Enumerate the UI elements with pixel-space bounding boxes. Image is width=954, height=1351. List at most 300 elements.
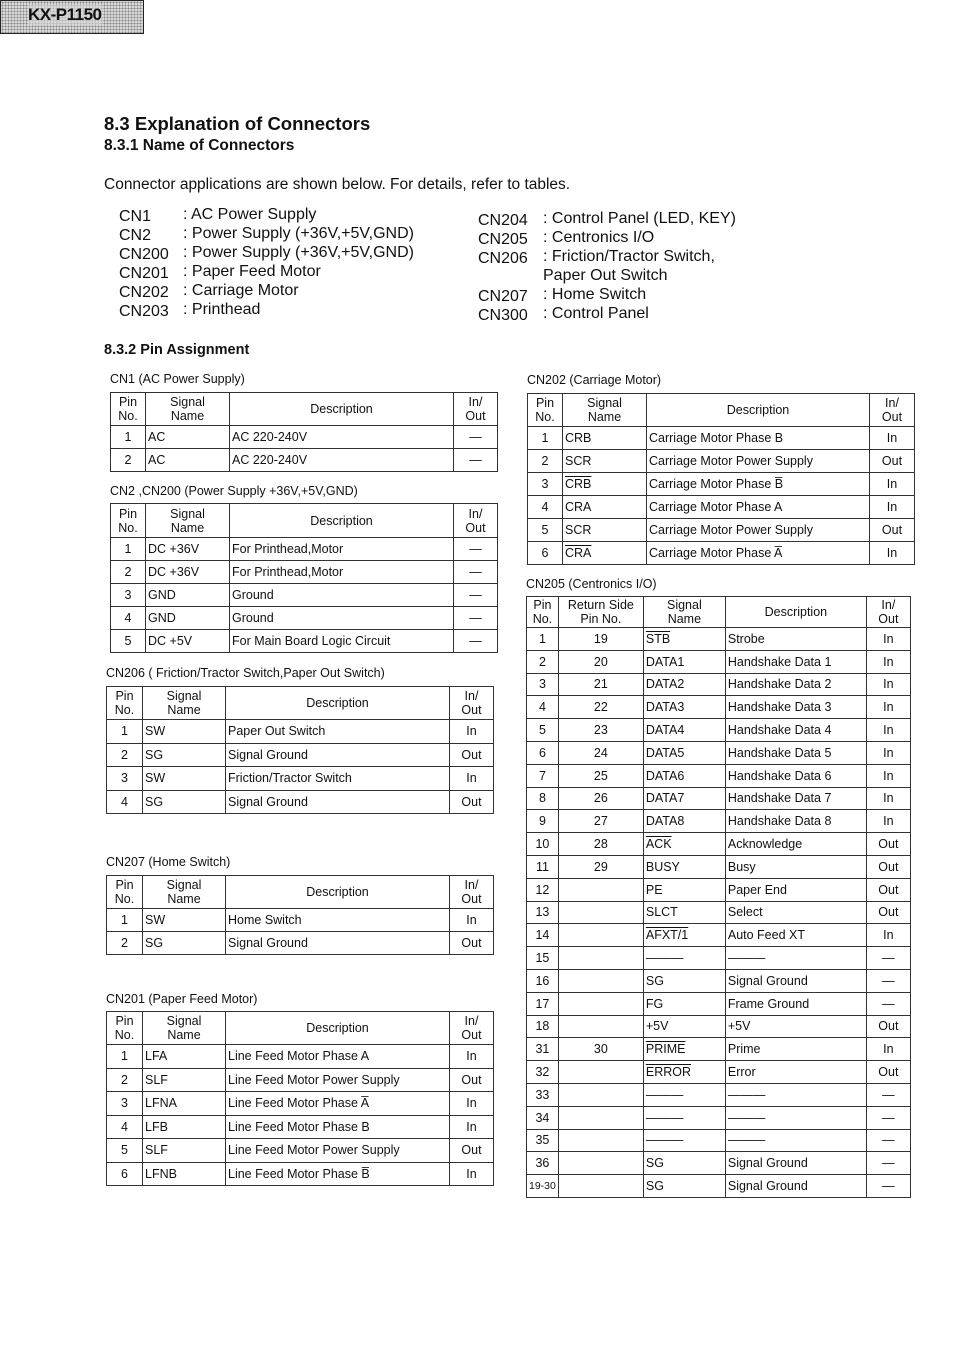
table-row	[527, 992, 911, 1015]
cell-text: 1	[121, 1049, 128, 1064]
return-pin	[558, 878, 643, 901]
cell-text: Signal Ground	[727, 1156, 808, 1171]
cell-text: 31	[535, 1042, 550, 1057]
return-pin	[558, 719, 643, 742]
signal-name	[643, 764, 725, 787]
in-out	[450, 720, 494, 744]
signal-name	[643, 673, 725, 696]
cell-text: Friction/Tractor Switch	[228, 771, 352, 786]
cell-text: Auto Feed XT	[727, 928, 805, 943]
cell-text: 6	[541, 546, 549, 560]
signal-name	[643, 810, 725, 833]
table-header-row	[111, 393, 498, 426]
description	[725, 696, 866, 719]
pin-no	[528, 427, 563, 450]
description	[725, 787, 866, 810]
cell-text: DC +36V	[148, 542, 200, 556]
cell-text: Carriage Motor Phase B	[649, 431, 784, 445]
connector-id: CN206	[478, 250, 528, 267]
cell-text: In	[883, 768, 894, 783]
in-out	[450, 932, 494, 955]
pin-no	[107, 932, 143, 955]
table-row	[527, 1175, 911, 1198]
cell-text: 30	[593, 1042, 608, 1057]
cell-text: —	[882, 1087, 895, 1102]
pin-no	[528, 519, 563, 542]
column-header: In/ Out	[870, 394, 915, 427]
in-out	[866, 992, 910, 1015]
cell-text: In	[883, 700, 894, 715]
cell-text: DATA8	[645, 814, 685, 829]
return-pin	[558, 741, 643, 764]
cell-text: —	[882, 1179, 895, 1194]
description	[230, 561, 454, 584]
cell-text: $\overline{CRA}$	[565, 546, 592, 560]
return-pin	[558, 673, 643, 696]
return-pin	[558, 1106, 643, 1129]
cell-text: Ground	[232, 611, 274, 625]
cell-text: SLCT	[645, 905, 678, 920]
cell-text: 14	[535, 928, 550, 943]
table-row	[107, 1115, 494, 1139]
in-out	[870, 450, 915, 473]
table-row	[527, 924, 911, 947]
cell-text: In	[466, 1119, 477, 1134]
signal-name	[643, 924, 725, 947]
table-row	[527, 810, 911, 833]
cell-text: AC 220-240V	[232, 453, 308, 467]
pin-table-cn2	[110, 503, 498, 653]
table-row	[111, 630, 498, 653]
signal-name	[143, 1045, 226, 1069]
description	[725, 992, 866, 1015]
description	[725, 833, 866, 856]
in-out	[866, 833, 910, 856]
column-header: Description	[226, 876, 450, 909]
connector-description: : Friction/Tractor Switch,	[543, 248, 715, 265]
return-pin	[558, 1061, 643, 1084]
column-header: In/ Out	[450, 1012, 494, 1045]
cell-text: Carriage Motor Power Supply	[649, 454, 813, 468]
column-header: Description	[226, 687, 450, 720]
pin-no	[107, 1162, 143, 1186]
table-row	[527, 1061, 911, 1084]
in-out	[866, 1106, 910, 1129]
connector-description: : AC Power Supply	[183, 206, 317, 223]
pin-no	[107, 720, 143, 744]
in-out	[866, 1015, 910, 1038]
return-pin	[558, 764, 643, 787]
pin-no	[107, 767, 143, 791]
cell-text: DATA4	[645, 723, 685, 738]
cell-text: Handshake Data 1	[727, 654, 832, 669]
cell-text: Busy	[727, 859, 756, 874]
column-header: In/ Out	[866, 597, 910, 628]
in-out	[870, 496, 915, 519]
cell-text: 2	[124, 453, 132, 467]
signal-name	[143, 720, 226, 744]
cell-text: Handshake Data 2	[727, 677, 832, 692]
table-row	[528, 473, 915, 496]
table-row	[107, 1092, 494, 1116]
in-out	[866, 673, 910, 696]
cell-text: In	[883, 723, 894, 738]
pin-table-cn202	[527, 393, 915, 565]
pin-no	[527, 673, 559, 696]
description	[725, 1175, 866, 1198]
description	[725, 673, 866, 696]
cell-text: 19-30	[529, 1180, 556, 1193]
cell-text: 25	[593, 768, 608, 783]
pin-no	[107, 1092, 143, 1116]
column-header: Signal Name	[143, 876, 226, 909]
description	[725, 650, 866, 673]
description	[226, 1162, 450, 1186]
return-pin	[558, 947, 643, 970]
cell-text: —	[882, 1156, 895, 1171]
signal-name	[143, 790, 226, 814]
cell-text: Line Feed Motor Phase A̅	[228, 1096, 370, 1111]
table-row	[527, 1106, 911, 1129]
table-row	[111, 449, 498, 472]
signal-name	[643, 1038, 725, 1061]
pin-no	[527, 764, 559, 787]
cell-text: 3	[538, 677, 546, 692]
cell-text: ERROR	[645, 1065, 692, 1080]
in-out	[866, 719, 910, 742]
in-out	[450, 1139, 494, 1163]
cell-text: CRA	[565, 500, 592, 514]
cell-text: 2	[541, 454, 549, 468]
in-out	[454, 426, 498, 449]
pin-no	[107, 790, 143, 814]
description	[725, 719, 866, 742]
cell-text: Paper End	[727, 882, 787, 897]
signal-name	[643, 787, 725, 810]
cell-text: Ground	[232, 588, 274, 602]
cell-text: DATA2	[645, 677, 685, 692]
cell-text: 21	[593, 677, 608, 692]
description	[725, 628, 866, 651]
in-out	[866, 764, 910, 787]
cell-text: 5	[538, 723, 546, 738]
cell-text: In	[886, 500, 898, 514]
description	[647, 519, 870, 542]
cell-text: In	[466, 771, 477, 786]
cell-text: In	[883, 677, 894, 692]
pin-table-cn206	[106, 686, 494, 814]
return-pin	[558, 1083, 643, 1106]
cell-text: Line Feed Motor Power Supply	[228, 1072, 400, 1087]
cell-text: 28	[593, 837, 608, 852]
description	[226, 1092, 450, 1116]
cell-text: 26	[593, 791, 608, 806]
cell-text: PE	[645, 882, 663, 897]
table-row	[527, 1129, 911, 1152]
signal-name	[563, 519, 647, 542]
pin-no	[111, 630, 146, 653]
cell-text: In	[883, 791, 894, 806]
subsection-title: 8.3.1 Name of Connectors	[104, 137, 295, 154]
table-header-row	[527, 597, 911, 628]
in-out	[866, 741, 910, 764]
column-header: Description	[230, 504, 454, 538]
cell-text: In	[883, 745, 894, 760]
cell-text: In	[886, 477, 898, 491]
pin-no	[107, 1068, 143, 1092]
pin-no	[527, 1106, 559, 1129]
pin-table-cn1	[110, 392, 498, 472]
cell-text: In	[883, 654, 894, 669]
cell-text: Signal Ground	[228, 936, 308, 950]
signal-name	[643, 1129, 725, 1152]
cell-text: AFXT/1	[645, 928, 689, 943]
signal-name	[563, 450, 647, 473]
cell-text: Out	[461, 1072, 482, 1087]
cell-text: 5	[124, 634, 132, 648]
cell-text: 6	[538, 745, 546, 760]
pin-no	[527, 741, 559, 764]
cell-text: Handshake Data 6	[727, 768, 832, 783]
column-header: Description	[725, 597, 866, 628]
cell-text: —	[882, 1110, 895, 1125]
cell-text: Out	[461, 747, 482, 762]
table-header-row	[107, 687, 494, 720]
pin-no	[527, 650, 559, 673]
table-row	[527, 855, 911, 878]
cell-text: 34	[535, 1110, 550, 1125]
signal-name	[143, 932, 226, 955]
cell-text: Line Feed Motor Power Supply	[228, 1143, 400, 1158]
cell-text: Signal Ground	[228, 794, 308, 809]
cell-text: $\overline{STB}$	[645, 631, 671, 646]
in-out	[866, 1175, 910, 1198]
description	[725, 810, 866, 833]
table-caption: CN205 (Centronics I/O)	[526, 577, 657, 591]
pin-no	[527, 810, 559, 833]
cell-text: 23	[593, 723, 608, 738]
in-out	[866, 628, 910, 651]
in-out	[866, 787, 910, 810]
cell-text: SCR	[565, 523, 592, 537]
signal-name	[643, 992, 725, 1015]
description	[226, 790, 450, 814]
description	[230, 607, 454, 630]
table-caption: CN2 ,CN200 (Power Supply +36V,+5V,GND)	[110, 484, 358, 498]
connector-description: : Control Panel	[543, 305, 649, 322]
signal-name	[643, 1061, 725, 1084]
cell-text: ———	[727, 1110, 766, 1125]
pin-no	[527, 833, 559, 856]
table-row	[111, 607, 498, 630]
pin-no	[107, 1115, 143, 1139]
cell-text: Prime	[727, 1042, 761, 1057]
cell-text: Select	[727, 905, 763, 920]
column-header: Signal Name	[146, 393, 230, 426]
cell-text: ———	[645, 951, 684, 966]
pin-no	[527, 787, 559, 810]
return-pin	[558, 1129, 643, 1152]
cell-text: 35	[535, 1133, 550, 1148]
description	[725, 1083, 866, 1106]
table-header-row	[107, 1012, 494, 1045]
description	[230, 426, 454, 449]
signal-name	[146, 449, 230, 472]
connector-id: CN207	[478, 288, 528, 305]
description	[725, 1061, 866, 1084]
return-pin	[558, 696, 643, 719]
connector-description: : Centronics I/O	[543, 229, 655, 246]
in-out	[866, 810, 910, 833]
column-header: Description	[647, 394, 870, 427]
cell-text: SG	[645, 1156, 664, 1171]
cell-text: Line Feed Motor Phase A	[228, 1049, 370, 1064]
cell-text: 24	[593, 745, 608, 760]
cell-text: Handshake Data 4	[727, 723, 832, 738]
signal-name	[643, 878, 725, 901]
table-row	[528, 450, 915, 473]
pin-no	[527, 855, 559, 878]
description	[725, 969, 866, 992]
table-row	[527, 969, 911, 992]
cell-text: In	[466, 1096, 477, 1111]
table-row	[527, 878, 911, 901]
table-row	[107, 720, 494, 744]
pin-no	[527, 969, 559, 992]
column-header: Pin No.	[111, 393, 146, 426]
cell-text: In	[886, 431, 898, 445]
table-header-row	[107, 876, 494, 909]
signal-name	[143, 909, 226, 932]
return-pin	[558, 1152, 643, 1175]
in-out	[450, 790, 494, 814]
table-row	[528, 427, 915, 450]
description	[226, 932, 450, 955]
cell-text: Out	[878, 1065, 899, 1080]
pin-no	[111, 561, 146, 584]
signal-name	[146, 561, 230, 584]
pin-no	[527, 1083, 559, 1106]
cell-text: Frame Ground	[727, 996, 810, 1011]
cell-text: 1	[124, 430, 132, 444]
table-row	[527, 741, 911, 764]
cell-text: For Printhead,Motor	[232, 542, 344, 556]
cell-text: 4	[121, 1119, 128, 1134]
description	[226, 1045, 450, 1069]
pin-no	[527, 878, 559, 901]
pin-no	[528, 542, 563, 565]
description	[230, 630, 454, 653]
cell-text: 2	[538, 654, 546, 669]
table-row	[527, 787, 911, 810]
column-header: In/ Out	[454, 393, 498, 426]
table-row	[527, 696, 911, 719]
cell-text: In	[466, 1166, 477, 1181]
return-pin	[558, 969, 643, 992]
table-header-row	[528, 394, 915, 427]
cell-text: —	[469, 588, 482, 602]
column-header: Return Side Pin No.	[558, 597, 643, 628]
cell-text: SG	[645, 973, 664, 988]
connector-id: CN202	[119, 284, 169, 301]
description	[647, 542, 870, 565]
cell-text: SLF	[145, 1143, 168, 1158]
table-row	[107, 743, 494, 767]
cell-text: 3	[121, 771, 128, 786]
signal-name	[643, 1106, 725, 1129]
in-out	[870, 427, 915, 450]
description	[226, 1115, 450, 1139]
in-out	[454, 449, 498, 472]
table-row	[527, 901, 911, 924]
column-header: Pin No.	[111, 504, 146, 538]
in-out	[454, 630, 498, 653]
connector-id: CN201	[119, 265, 169, 282]
cell-text: Carriage Motor Phase A̅	[649, 546, 783, 560]
intro-text: Connector applications are shown below. For details, refer to tables.	[104, 176, 571, 193]
table-row	[111, 426, 498, 449]
cell-text: PRIME	[645, 1042, 686, 1057]
pin-assignment-title: 8.3.2 Pin Assignment	[104, 342, 250, 358]
signal-name	[143, 1139, 226, 1163]
cell-text: Out	[461, 794, 482, 809]
connector-id: CN205	[478, 231, 528, 248]
cell-text: Home Switch	[228, 913, 302, 927]
cell-text: LFNA	[145, 1096, 177, 1111]
cell-text: 1	[121, 913, 128, 927]
cell-text: DC +5V	[148, 634, 193, 648]
pin-no	[107, 743, 143, 767]
pin-no	[527, 1061, 559, 1084]
signal-name	[643, 901, 725, 924]
cell-text: SG	[145, 747, 164, 762]
cell-text: Carriage Motor Phase B̅	[649, 477, 784, 491]
cell-text: DATA5	[645, 745, 685, 760]
cell-text: 13	[535, 905, 550, 920]
cell-text: —	[469, 542, 482, 556]
cell-text: Line Feed Motor Phase B̅	[228, 1166, 370, 1181]
cell-text: Line Feed Motor Phase B	[228, 1119, 370, 1134]
cell-text: SLF	[145, 1072, 168, 1087]
pin-no	[527, 1015, 559, 1038]
cell-text: In	[466, 913, 477, 927]
cell-text: Out	[881, 454, 903, 468]
table-header-row	[111, 504, 498, 538]
connector-description: : Printhead	[183, 301, 261, 318]
cell-text: 2	[121, 1072, 128, 1087]
in-out	[866, 1129, 910, 1152]
cell-text: DATA7	[645, 791, 685, 806]
cell-text: ———	[727, 1087, 766, 1102]
table-caption: CN206 ( Friction/Tractor Switch,Paper Out Switch)	[106, 666, 385, 680]
signal-name	[563, 473, 647, 496]
model-name: KX-P1150	[28, 5, 102, 24]
cell-text: CRB	[565, 431, 592, 445]
cell-text: 29	[593, 859, 608, 874]
connector-description: : Power Supply (+36V,+5V,GND)	[183, 225, 414, 242]
table-row	[107, 767, 494, 791]
cell-text: In	[883, 631, 894, 646]
pin-no	[107, 909, 143, 932]
cell-text: 7	[538, 768, 546, 783]
cell-text: For Main Board Logic Circuit	[232, 634, 391, 648]
cell-text: ———	[645, 1087, 684, 1102]
column-header: Signal Name	[143, 687, 226, 720]
signal-name	[643, 1152, 725, 1175]
pin-no	[527, 696, 559, 719]
pin-no	[527, 1129, 559, 1152]
connector-id: CN204	[478, 212, 528, 229]
